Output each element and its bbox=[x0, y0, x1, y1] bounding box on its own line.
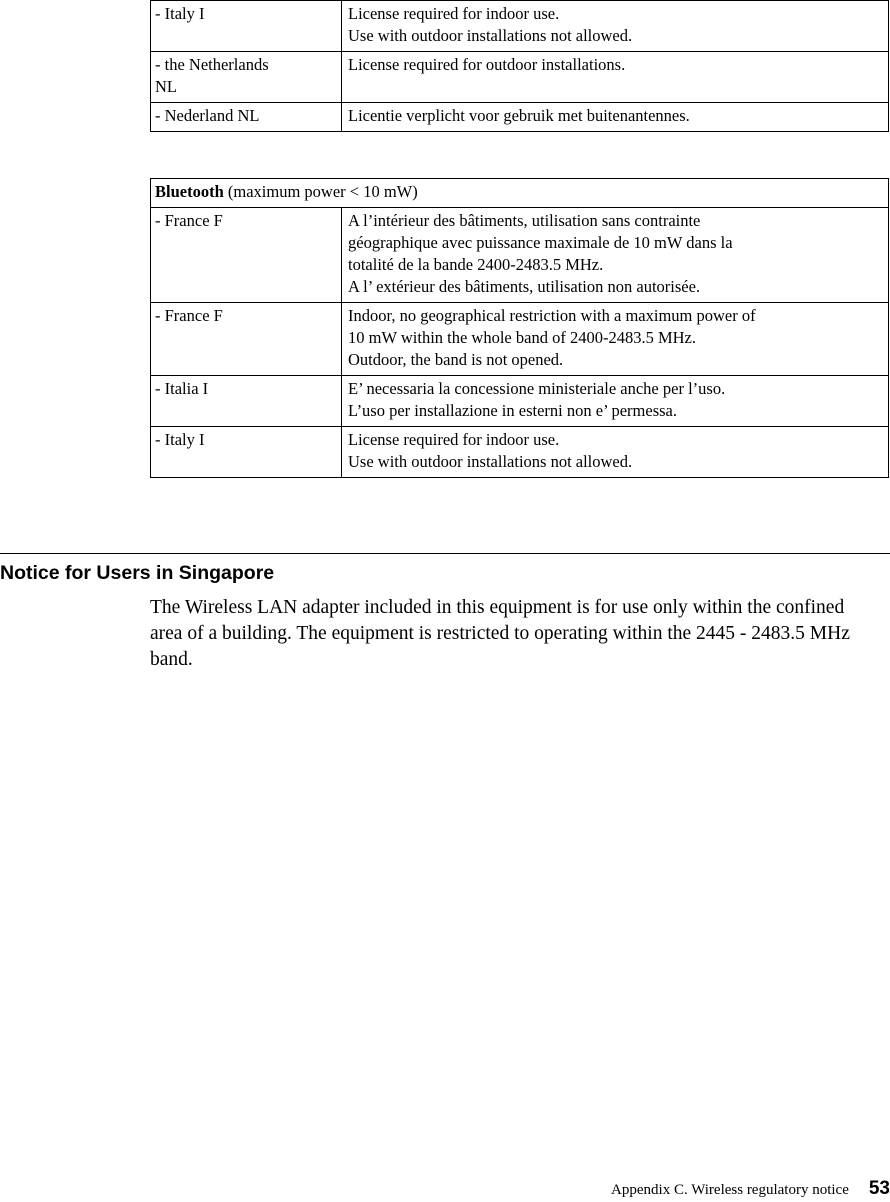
footer-chapter-title: Appendix C. Wireless regulatory notice bbox=[611, 1182, 849, 1198]
table-row bbox=[151, 52, 889, 103]
country-cell: - Italia I bbox=[151, 376, 342, 427]
country-line: NL bbox=[155, 77, 177, 96]
restriction-line: E’ necessaria la concessione ministeriale anche per l’uso. bbox=[348, 379, 726, 398]
country-cell: - Italy I bbox=[151, 1, 342, 52]
restriction-line: totalité de la bande 2400-2483.5 MHz. bbox=[348, 255, 604, 274]
restriction-line: 10 mW within the whole band of 2400-2483.5 MHz. bbox=[348, 328, 696, 347]
restriction-line: A l’intérieur des bâtiments, utilisation sans contrainte bbox=[348, 211, 701, 230]
restriction-cell bbox=[342, 1, 889, 52]
restriction-line: L’uso per installazione in esterni non e’ permessa. bbox=[348, 401, 677, 420]
restriction-line: License required for indoor use. bbox=[348, 4, 560, 23]
restriction-line: License required for indoor use. bbox=[348, 430, 560, 449]
table-header-rest: (maximum power < 10 mW) bbox=[223, 182, 418, 201]
country-cell bbox=[151, 52, 342, 103]
table-row bbox=[151, 376, 889, 427]
country-cell: - Nederland NL bbox=[151, 103, 342, 132]
country-cell: - Italy I bbox=[151, 427, 342, 478]
restriction-cell bbox=[342, 376, 889, 427]
table-row bbox=[151, 103, 889, 132]
table-row bbox=[151, 1, 889, 52]
restriction-line: Licentie verplicht voor gebruik met buitenantennes. bbox=[348, 106, 690, 125]
table-row bbox=[151, 427, 889, 478]
restriction-cell bbox=[342, 208, 889, 303]
restriction-line: géographique avec puissance maximale de 10 mW dans la bbox=[348, 233, 733, 252]
page-number: 53 bbox=[868, 1178, 890, 1199]
table-header-cell bbox=[151, 179, 889, 208]
restriction-line: Outdoor, the band is not opened. bbox=[348, 350, 564, 369]
section-heading: Notice for Users in Singapore bbox=[0, 562, 275, 584]
table-header-bold: Bluetooth bbox=[155, 182, 224, 201]
country-cell: - France F bbox=[151, 208, 342, 303]
country-cell: - France F bbox=[151, 303, 342, 376]
wlan-regulatory-table bbox=[150, 0, 889, 132]
page-footer bbox=[611, 1178, 890, 1200]
section-divider bbox=[0, 553, 890, 554]
country-line: - the Netherlands bbox=[155, 55, 269, 74]
table-header-row bbox=[151, 179, 889, 208]
restriction-cell bbox=[342, 427, 889, 478]
table-row bbox=[151, 208, 889, 303]
restriction-cell bbox=[342, 52, 889, 103]
restriction-line: Use with outdoor installations not allowed. bbox=[348, 452, 633, 471]
restriction-line: Use with outdoor installations not allowed. bbox=[348, 26, 633, 45]
restriction-line: Indoor, no geographical restriction with a maximum power of bbox=[348, 306, 756, 325]
bluetooth-regulatory-table bbox=[150, 178, 889, 478]
table-row bbox=[151, 303, 889, 376]
restriction-cell bbox=[342, 103, 889, 132]
restriction-line: A l’ extérieur des bâtiments, utilisation non autorisée. bbox=[348, 277, 701, 296]
restriction-cell bbox=[342, 303, 889, 376]
section-body-paragraph: The Wireless LAN adapter included in this equipment is for use only within the confined area of a building. The equipment is restricted to operating within the 2445 - 2483.5 MHz band. bbox=[150, 597, 850, 670]
restriction-line: License required for outdoor installations. bbox=[348, 55, 626, 74]
